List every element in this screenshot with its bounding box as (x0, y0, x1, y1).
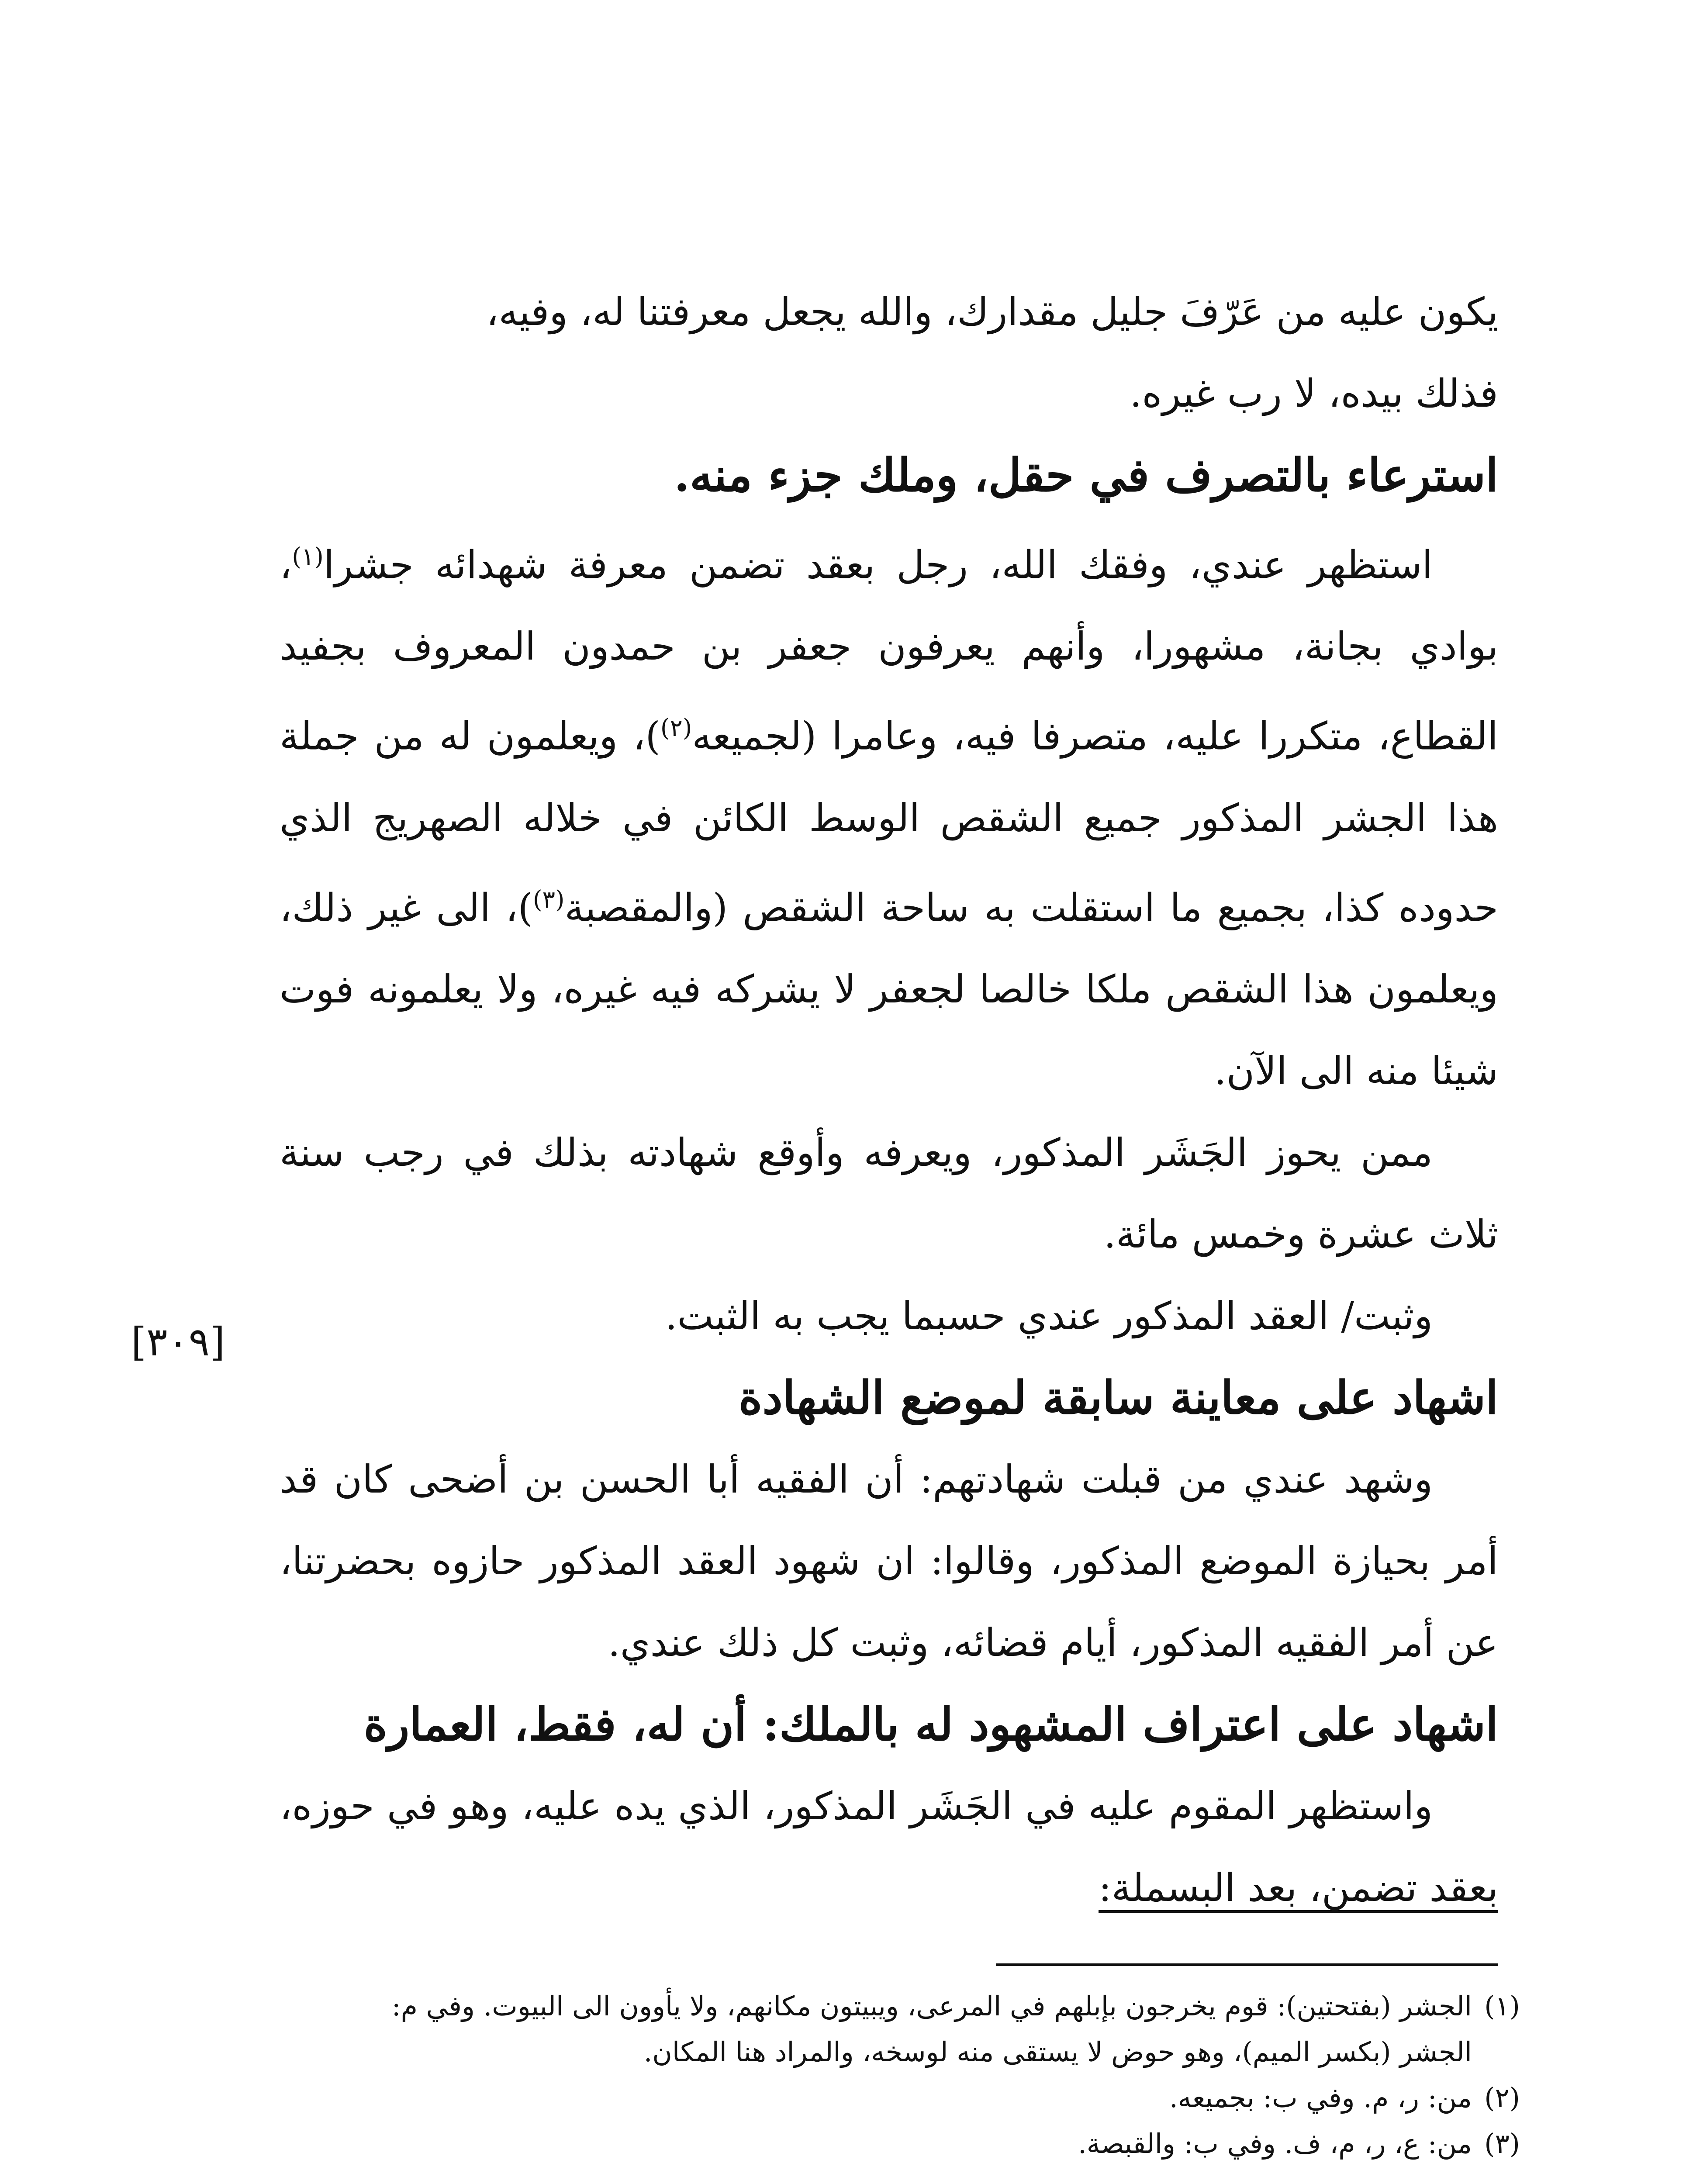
paragraph-2-part-a: استظهر عندي، وفقك الله، رجل بعقد تضمن معرفة شهدائه جشرا (323, 542, 1433, 587)
footnote-2-number: (٢) (1484, 2082, 1520, 2114)
paragraph-1-line-2: فذلك بيده، لا رب غيره. (1130, 371, 1498, 416)
footnote-1-continuation: الجشر (بكسر الميم)، وهو حوض لا يستقى منه لوسخه، والمراد هنا المكان. (643, 2036, 1472, 2068)
paragraph-6-underlined: بعقد تضمن، بعد البسملة: (1099, 1865, 1498, 1913)
paragraph-2-part-d: )، الى غير ذلك، ويعلمون هذا الشقص ملكا خالصا لجعفر لا يشركه فيه غيره، ولا يعلمونه فوت شيئا منه الى الآن. (280, 885, 1498, 1093)
footnote-marker-3: (٣) (532, 885, 565, 913)
margin-page-reference: [٣٠٩] (131, 1319, 225, 1365)
section-heading-2: اشهاد على معاينة سابقة لموضع الشهادة (739, 1370, 1498, 1424)
paragraph-2-part-c: )، ويعلمون له من جملة هذا الجشر المذكور جميع الشقص الوسط الكائن في خلاله الصهريج الذي حدوده كذا، بجميع ما استقلت به ساحة الشقص (والمقصبة (280, 713, 1498, 930)
footnote-2 (253, 2075, 1520, 2121)
footnote-marker-1: (١) (292, 543, 324, 570)
footnote-1-line-1: الجشر (بفتحتين): قوم يخرجون بإبلهم في المرعى، ويبيتون مكانهم، ولا يأوون الى البيوت. وفي م: (391, 1990, 1472, 2022)
paragraph-2-part-b: ، بوادي بجانة، مشهورا، وأنهم يعرفون جعفر بن حمدون المعروف بجفيد القطاع، متكررا عليه، متصرفا فيه، وعامرا (لجميعه (280, 542, 1498, 759)
footnote-3 (253, 2121, 1520, 2167)
footnote-divider (996, 1963, 1498, 1966)
footnote-1-number: (١) (1484, 1990, 1520, 2022)
footnote-1 (253, 1983, 1520, 2029)
paragraph-5: وشهد عندي من قبلت شهادتهم: أن الفقيه أبا الحسن بن أضحى كان قد أمر بحيازة الموضع المذكور، وقالوا: ان شهود العقد المذكور حازوه بحضرتنا، عن أمر الفقيه المذكور، أيام قضائه، وثبت كل ذلك عندي. (280, 1456, 1498, 1665)
paragraph-4: وثبت/ العقد المذكور عندي حسبما يجب به الثبت. (665, 1293, 1433, 1338)
section-heading-3: اشهاد على اعتراف المشهود له بالملك: أن له، فقط، العمارة (363, 1697, 1498, 1751)
paragraph-3: ممن يحوز الجَشَر المذكور، ويعرفه وأوقع شهادته بذلك في رجب سنة ثلاث عشرة وخمس مائة. (280, 1130, 1498, 1257)
paragraph-6-part-a: واستظهر المقوم عليه في الجَشَر المذكور، الذي يده عليه، وهو في حوزه، (280, 1783, 1433, 1828)
paragraph-2 (280, 516, 1498, 1112)
footnote-3-number: (٣) (1484, 2128, 1520, 2160)
paragraph-6 (280, 1765, 1498, 1928)
section-heading-1: استرعاء بالتصرف في حقل، وملك جزء منه. (674, 448, 1498, 502)
paragraph-1-line-1: يكون عليه من عَرّفَ جليل مقدارك، والله يجعل معرفتنا له، وفيه، (486, 289, 1498, 334)
footnotes (253, 1983, 1520, 2167)
footnote-3-text: من: ع، ر، م، ف. وفي ب: والقبصة. (1078, 2128, 1472, 2160)
main-text (280, 271, 1498, 1928)
footnote-marker-2: (٢) (660, 714, 692, 742)
footnote-2-text: من: ر، م. وفي ب: بجميعه. (1169, 2082, 1472, 2114)
